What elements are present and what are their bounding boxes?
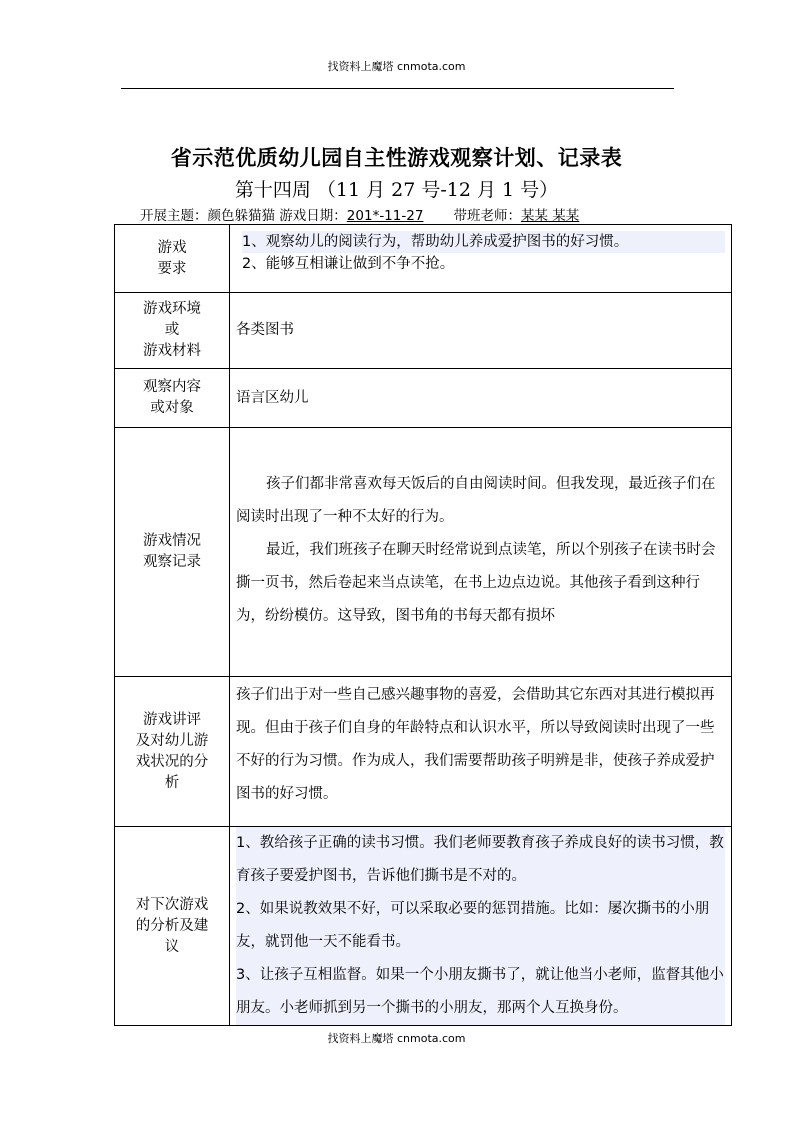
row-environment bbox=[115, 293, 732, 369]
subject-label: 观察内容 或对象 bbox=[115, 369, 230, 428]
row-subject bbox=[115, 369, 732, 428]
page-footer: 找资料上魔塔 cnmota.com bbox=[327, 1032, 466, 1045]
requirements-content bbox=[230, 225, 732, 293]
teacher-value: 某某 某某 bbox=[520, 208, 580, 224]
record-paragraph-2: 最近，我们班孩子在聊天时经常说到点读笔，所以个别孩子在读书时会撕一页书，然后卷起来当点读笔，在书上边点边说。其他孩子看到这种行为，纷纷模仿。这导致，图书角的书每天都有损坏 bbox=[236, 542, 716, 624]
record-paragraph-1: 孩子们都非常喜欢每天饭后的自由阅读时间。但我发现，最近孩子们在阅读时出现了一种不太好的行为。 bbox=[236, 476, 716, 525]
suggestion-1: 1、教给孩子正确的读书习惯。我们老师要教育孩子养成良好的读书习惯，教育孩子要爱护图书，告诉他们撕书是不对的。 bbox=[236, 827, 725, 893]
analysis-content: 孩子们出于对一些自己感兴趣事物的喜爱，会借助其它东西对其进行模拟再现。但由于孩子们自身的年龄特点和认识水平，所以导致阅读时出现了一些不好的行为习惯。作为成人，我们需要帮助孩子明辨是非，使孩子养成爱护图书的好习惯。 bbox=[230, 677, 732, 827]
header-divider bbox=[121, 88, 674, 89]
week-subtitle: 第十四周 （11 月 27 号-12 月 1 号） bbox=[234, 179, 559, 201]
suggestions-content bbox=[230, 827, 732, 1026]
requirements-label: 游戏 要求 bbox=[115, 225, 230, 293]
suggestion-2: 2、如果说教效果不好，可以采取必要的惩罚措施。比如：屡次撕书的小朋友，就罚他一天不能看书。 bbox=[236, 893, 725, 959]
row-requirements bbox=[115, 225, 732, 293]
requirement-2: 2、能够互相谦让做到不争不抢。 bbox=[242, 256, 455, 272]
teacher-label: 带班老师： bbox=[453, 208, 521, 224]
page-header: 找资料上魔塔 cnmota.com bbox=[327, 60, 466, 73]
observation-table bbox=[114, 224, 732, 1026]
date-label: 游戏日期： bbox=[279, 208, 347, 224]
suggestion-3: 3、让孩子互相监督。如果一个小朋友撕书了，就让他当小老师，监督其他小朋友。小老师抓到另一个撕书的小朋友，那两个人互换身份。 bbox=[236, 959, 725, 1025]
record-content bbox=[230, 428, 732, 677]
requirement-1: 1、观察幼儿的阅读行为，帮助幼儿养成爱护图书的好习惯。 bbox=[242, 231, 725, 253]
row-analysis bbox=[115, 677, 732, 827]
row-record bbox=[115, 428, 732, 677]
environment-content: 各类图书 bbox=[230, 293, 732, 369]
theme-value: 颜色躲猫猫 bbox=[207, 208, 275, 224]
analysis-label: 游戏讲评 及对幼儿游 戏状况的分 析 bbox=[115, 677, 230, 827]
row-suggestions bbox=[115, 827, 732, 1026]
theme-label: 开展主题： bbox=[140, 208, 208, 224]
date-value: 201*-11-27 bbox=[346, 208, 424, 224]
document-title: 省示范优质幼儿园自主性游戏观察计划、记录表 bbox=[170, 145, 623, 170]
environment-label: 游戏环境 或 游戏材料 bbox=[115, 293, 230, 369]
record-label: 游戏情况 观察记录 bbox=[115, 428, 230, 677]
meta-line bbox=[140, 204, 579, 224]
suggestions-label: 对下次游戏 的分析及建 议 bbox=[115, 827, 230, 1026]
subject-content: 语言区幼儿 bbox=[230, 369, 732, 428]
